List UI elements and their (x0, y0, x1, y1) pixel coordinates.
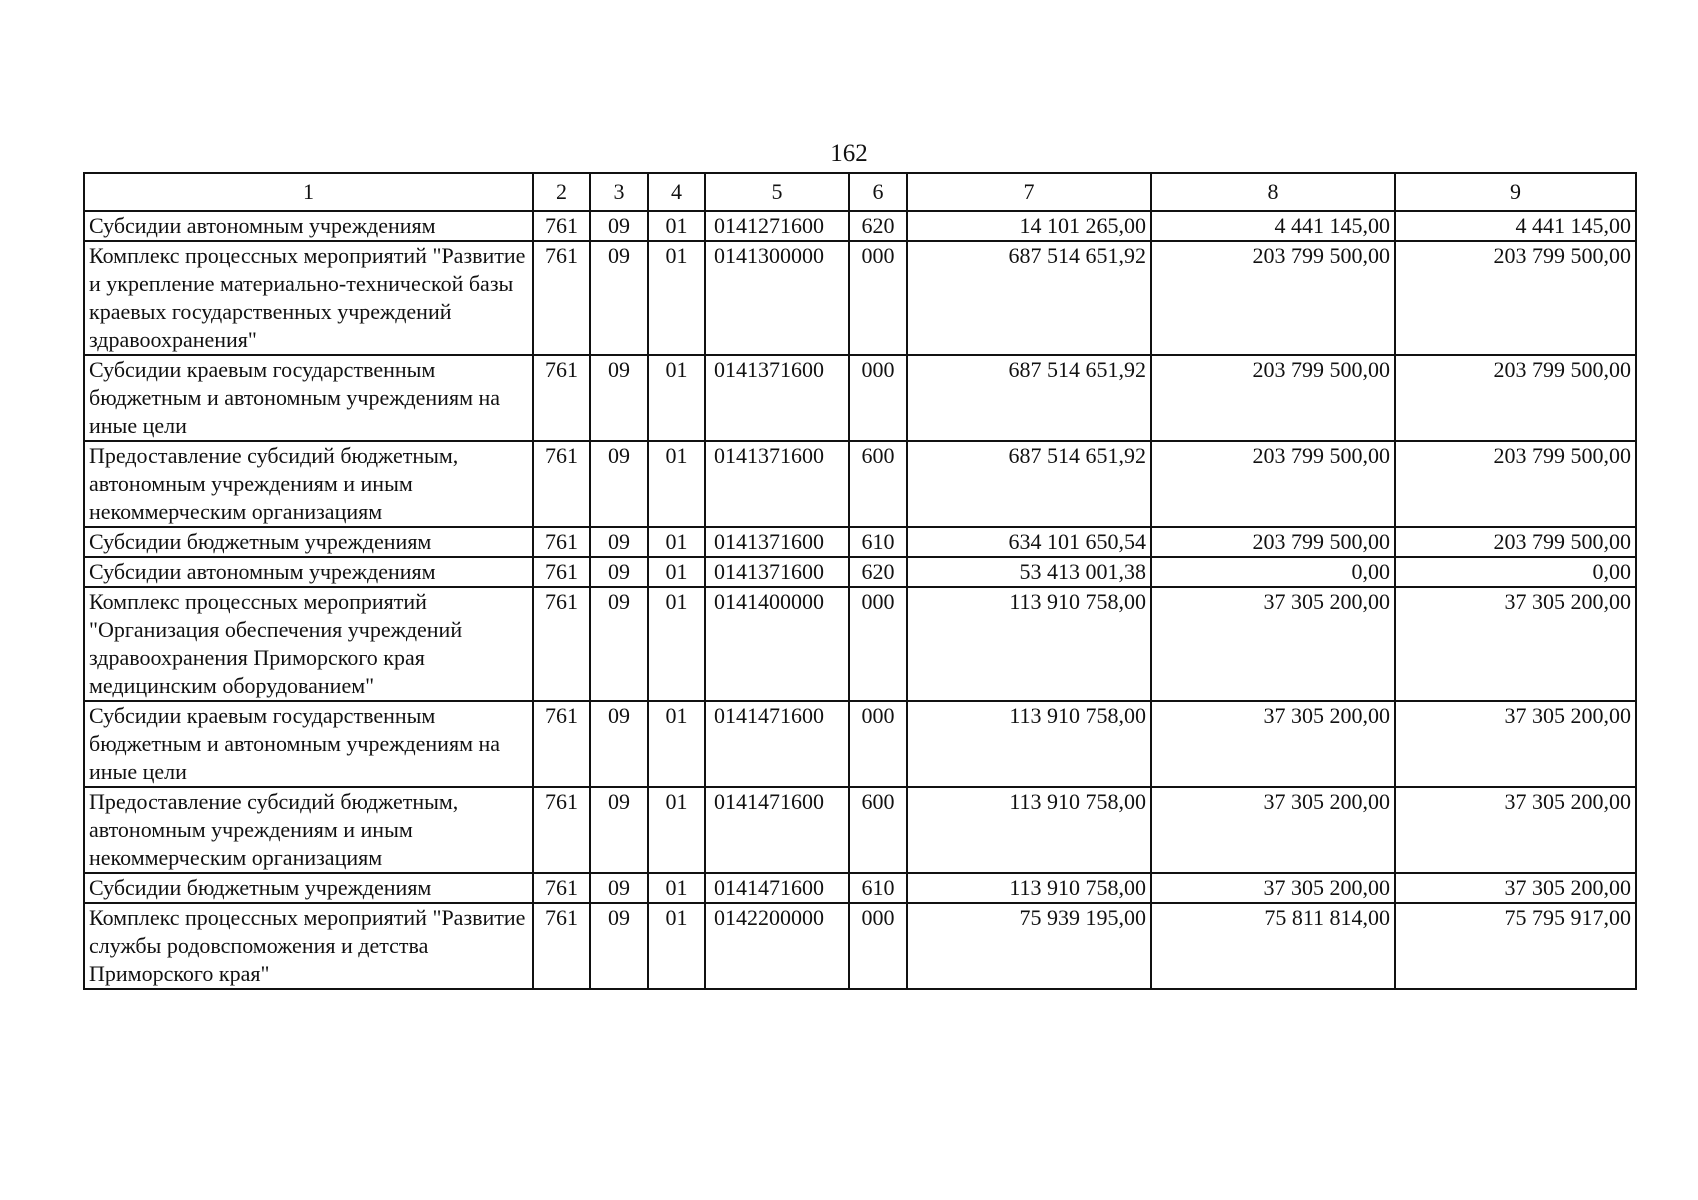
subsection-code: 01 (648, 441, 705, 527)
amount-col7: 75 939 195,00 (907, 903, 1151, 989)
item-name: Субсидии бюджетным учреждениям (84, 527, 533, 557)
table-row (84, 241, 1636, 355)
section-code: 09 (590, 211, 648, 241)
expense-type-code: 600 (849, 441, 907, 527)
target-article-code: 0141271600 (705, 211, 849, 241)
expense-type-code: 610 (849, 873, 907, 903)
subsection-code: 01 (648, 557, 705, 587)
ministry-code: 761 (533, 587, 590, 701)
budget-table (83, 172, 1637, 990)
expense-type-code: 000 (849, 355, 907, 441)
ministry-code: 761 (533, 787, 590, 873)
amount-col7: 113 910 758,00 (907, 873, 1151, 903)
table-row (84, 701, 1636, 787)
table-row (84, 903, 1636, 989)
subsection-code: 01 (648, 527, 705, 557)
amount-col8: 75 811 814,00 (1151, 903, 1395, 989)
table-row (84, 587, 1636, 701)
item-name: Предоставление субсидий бюджетным, автономным учреждениям и иным некоммерческим организациям (84, 441, 533, 527)
item-name: Субсидии бюджетным учреждениям (84, 873, 533, 903)
column-header: 2 (533, 173, 590, 211)
amount-col8: 203 799 500,00 (1151, 441, 1395, 527)
amount-col9: 75 795 917,00 (1395, 903, 1636, 989)
table-body (84, 211, 1636, 989)
amount-col8: 37 305 200,00 (1151, 787, 1395, 873)
amount-col7: 113 910 758,00 (907, 787, 1151, 873)
section-code: 09 (590, 587, 648, 701)
amount-col7: 687 514 651,92 (907, 241, 1151, 355)
item-name: Комплекс процессных мероприятий "Развитие и укрепление материально-технической базы краевых государственных учреждений здравоохранения" (84, 241, 533, 355)
expense-type-code: 000 (849, 241, 907, 355)
ministry-code: 761 (533, 441, 590, 527)
table-row (84, 211, 1636, 241)
ministry-code: 761 (533, 211, 590, 241)
target-article-code: 0141371600 (705, 441, 849, 527)
amount-col9: 37 305 200,00 (1395, 873, 1636, 903)
subsection-code: 01 (648, 211, 705, 241)
amount-col8: 203 799 500,00 (1151, 241, 1395, 355)
amount-col9: 0,00 (1395, 557, 1636, 587)
table-row (84, 787, 1636, 873)
ministry-code: 761 (533, 903, 590, 989)
amount-col8: 203 799 500,00 (1151, 355, 1395, 441)
item-name: Субсидии автономным учреждениям (84, 211, 533, 241)
amount-col9: 37 305 200,00 (1395, 787, 1636, 873)
target-article-code: 0142200000 (705, 903, 849, 989)
amount-col9: 203 799 500,00 (1395, 241, 1636, 355)
section-code: 09 (590, 903, 648, 989)
amount-col9: 203 799 500,00 (1395, 355, 1636, 441)
subsection-code: 01 (648, 701, 705, 787)
expense-type-code: 000 (849, 701, 907, 787)
section-code: 09 (590, 787, 648, 873)
expense-type-code: 620 (849, 211, 907, 241)
expense-type-code: 000 (849, 903, 907, 989)
amount-col9: 37 305 200,00 (1395, 587, 1636, 701)
ministry-code: 761 (533, 241, 590, 355)
amount-col9: 203 799 500,00 (1395, 527, 1636, 557)
column-header: 9 (1395, 173, 1636, 211)
table-header-row (84, 173, 1636, 211)
section-code: 09 (590, 527, 648, 557)
item-name: Субсидии краевым государственным бюджетным и автономным учреждениям на иные цели (84, 355, 533, 441)
subsection-code: 01 (648, 587, 705, 701)
item-name: Комплекс процессных мероприятий "Организация обеспечения учреждений здравоохранения Приморского края медицинским оборудованием" (84, 587, 533, 701)
target-article-code: 0141371600 (705, 557, 849, 587)
section-code: 09 (590, 241, 648, 355)
ministry-code: 761 (533, 355, 590, 441)
target-article-code: 0141471600 (705, 787, 849, 873)
expense-type-code: 600 (849, 787, 907, 873)
amount-col8: 37 305 200,00 (1151, 701, 1395, 787)
amount-col9: 203 799 500,00 (1395, 441, 1636, 527)
item-name: Субсидии краевым государственным бюджетным и автономным учреждениям на иные цели (84, 701, 533, 787)
amount-col8: 37 305 200,00 (1151, 873, 1395, 903)
ministry-code: 761 (533, 701, 590, 787)
amount-col8: 0,00 (1151, 557, 1395, 587)
section-code: 09 (590, 873, 648, 903)
target-article-code: 0141471600 (705, 873, 849, 903)
amount-col7: 53 413 001,38 (907, 557, 1151, 587)
target-article-code: 0141371600 (705, 355, 849, 441)
item-name: Комплекс процессных мероприятий "Развитие службы родовспоможения и детства Приморского края" (84, 903, 533, 989)
amount-col7: 634 101 650,54 (907, 527, 1151, 557)
section-code: 09 (590, 557, 648, 587)
column-header: 8 (1151, 173, 1395, 211)
amount-col8: 4 441 145,00 (1151, 211, 1395, 241)
amount-col7: 687 514 651,92 (907, 441, 1151, 527)
amount-col9: 4 441 145,00 (1395, 211, 1636, 241)
item-name: Предоставление субсидий бюджетным, автономным учреждениям и иным некоммерческим организациям (84, 787, 533, 873)
ministry-code: 761 (533, 557, 590, 587)
amount-col7: 14 101 265,00 (907, 211, 1151, 241)
target-article-code: 0141471600 (705, 701, 849, 787)
column-header: 5 (705, 173, 849, 211)
subsection-code: 01 (648, 787, 705, 873)
amount-col7: 687 514 651,92 (907, 355, 1151, 441)
page-number: 162 (830, 140, 868, 167)
column-header: 7 (907, 173, 1151, 211)
column-header: 1 (84, 173, 533, 211)
subsection-code: 01 (648, 903, 705, 989)
amount-col8: 37 305 200,00 (1151, 587, 1395, 701)
table-row (84, 527, 1636, 557)
subsection-code: 01 (648, 355, 705, 441)
amount-col9: 37 305 200,00 (1395, 701, 1636, 787)
section-code: 09 (590, 441, 648, 527)
amount-col7: 113 910 758,00 (907, 701, 1151, 787)
item-name: Субсидии автономным учреждениям (84, 557, 533, 587)
subsection-code: 01 (648, 241, 705, 355)
amount-col7: 113 910 758,00 (907, 587, 1151, 701)
target-article-code: 0141400000 (705, 587, 849, 701)
ministry-code: 761 (533, 873, 590, 903)
column-header: 3 (590, 173, 648, 211)
column-header: 4 (648, 173, 705, 211)
section-code: 09 (590, 355, 648, 441)
amount-col8: 203 799 500,00 (1151, 527, 1395, 557)
table-row (84, 355, 1636, 441)
column-header: 6 (849, 173, 907, 211)
section-code: 09 (590, 701, 648, 787)
ministry-code: 761 (533, 527, 590, 557)
expense-type-code: 610 (849, 527, 907, 557)
table-row (84, 557, 1636, 587)
expense-type-code: 000 (849, 587, 907, 701)
target-article-code: 0141371600 (705, 527, 849, 557)
subsection-code: 01 (648, 873, 705, 903)
target-article-code: 0141300000 (705, 241, 849, 355)
table-row (84, 441, 1636, 527)
expense-type-code: 620 (849, 557, 907, 587)
table-row (84, 873, 1636, 903)
